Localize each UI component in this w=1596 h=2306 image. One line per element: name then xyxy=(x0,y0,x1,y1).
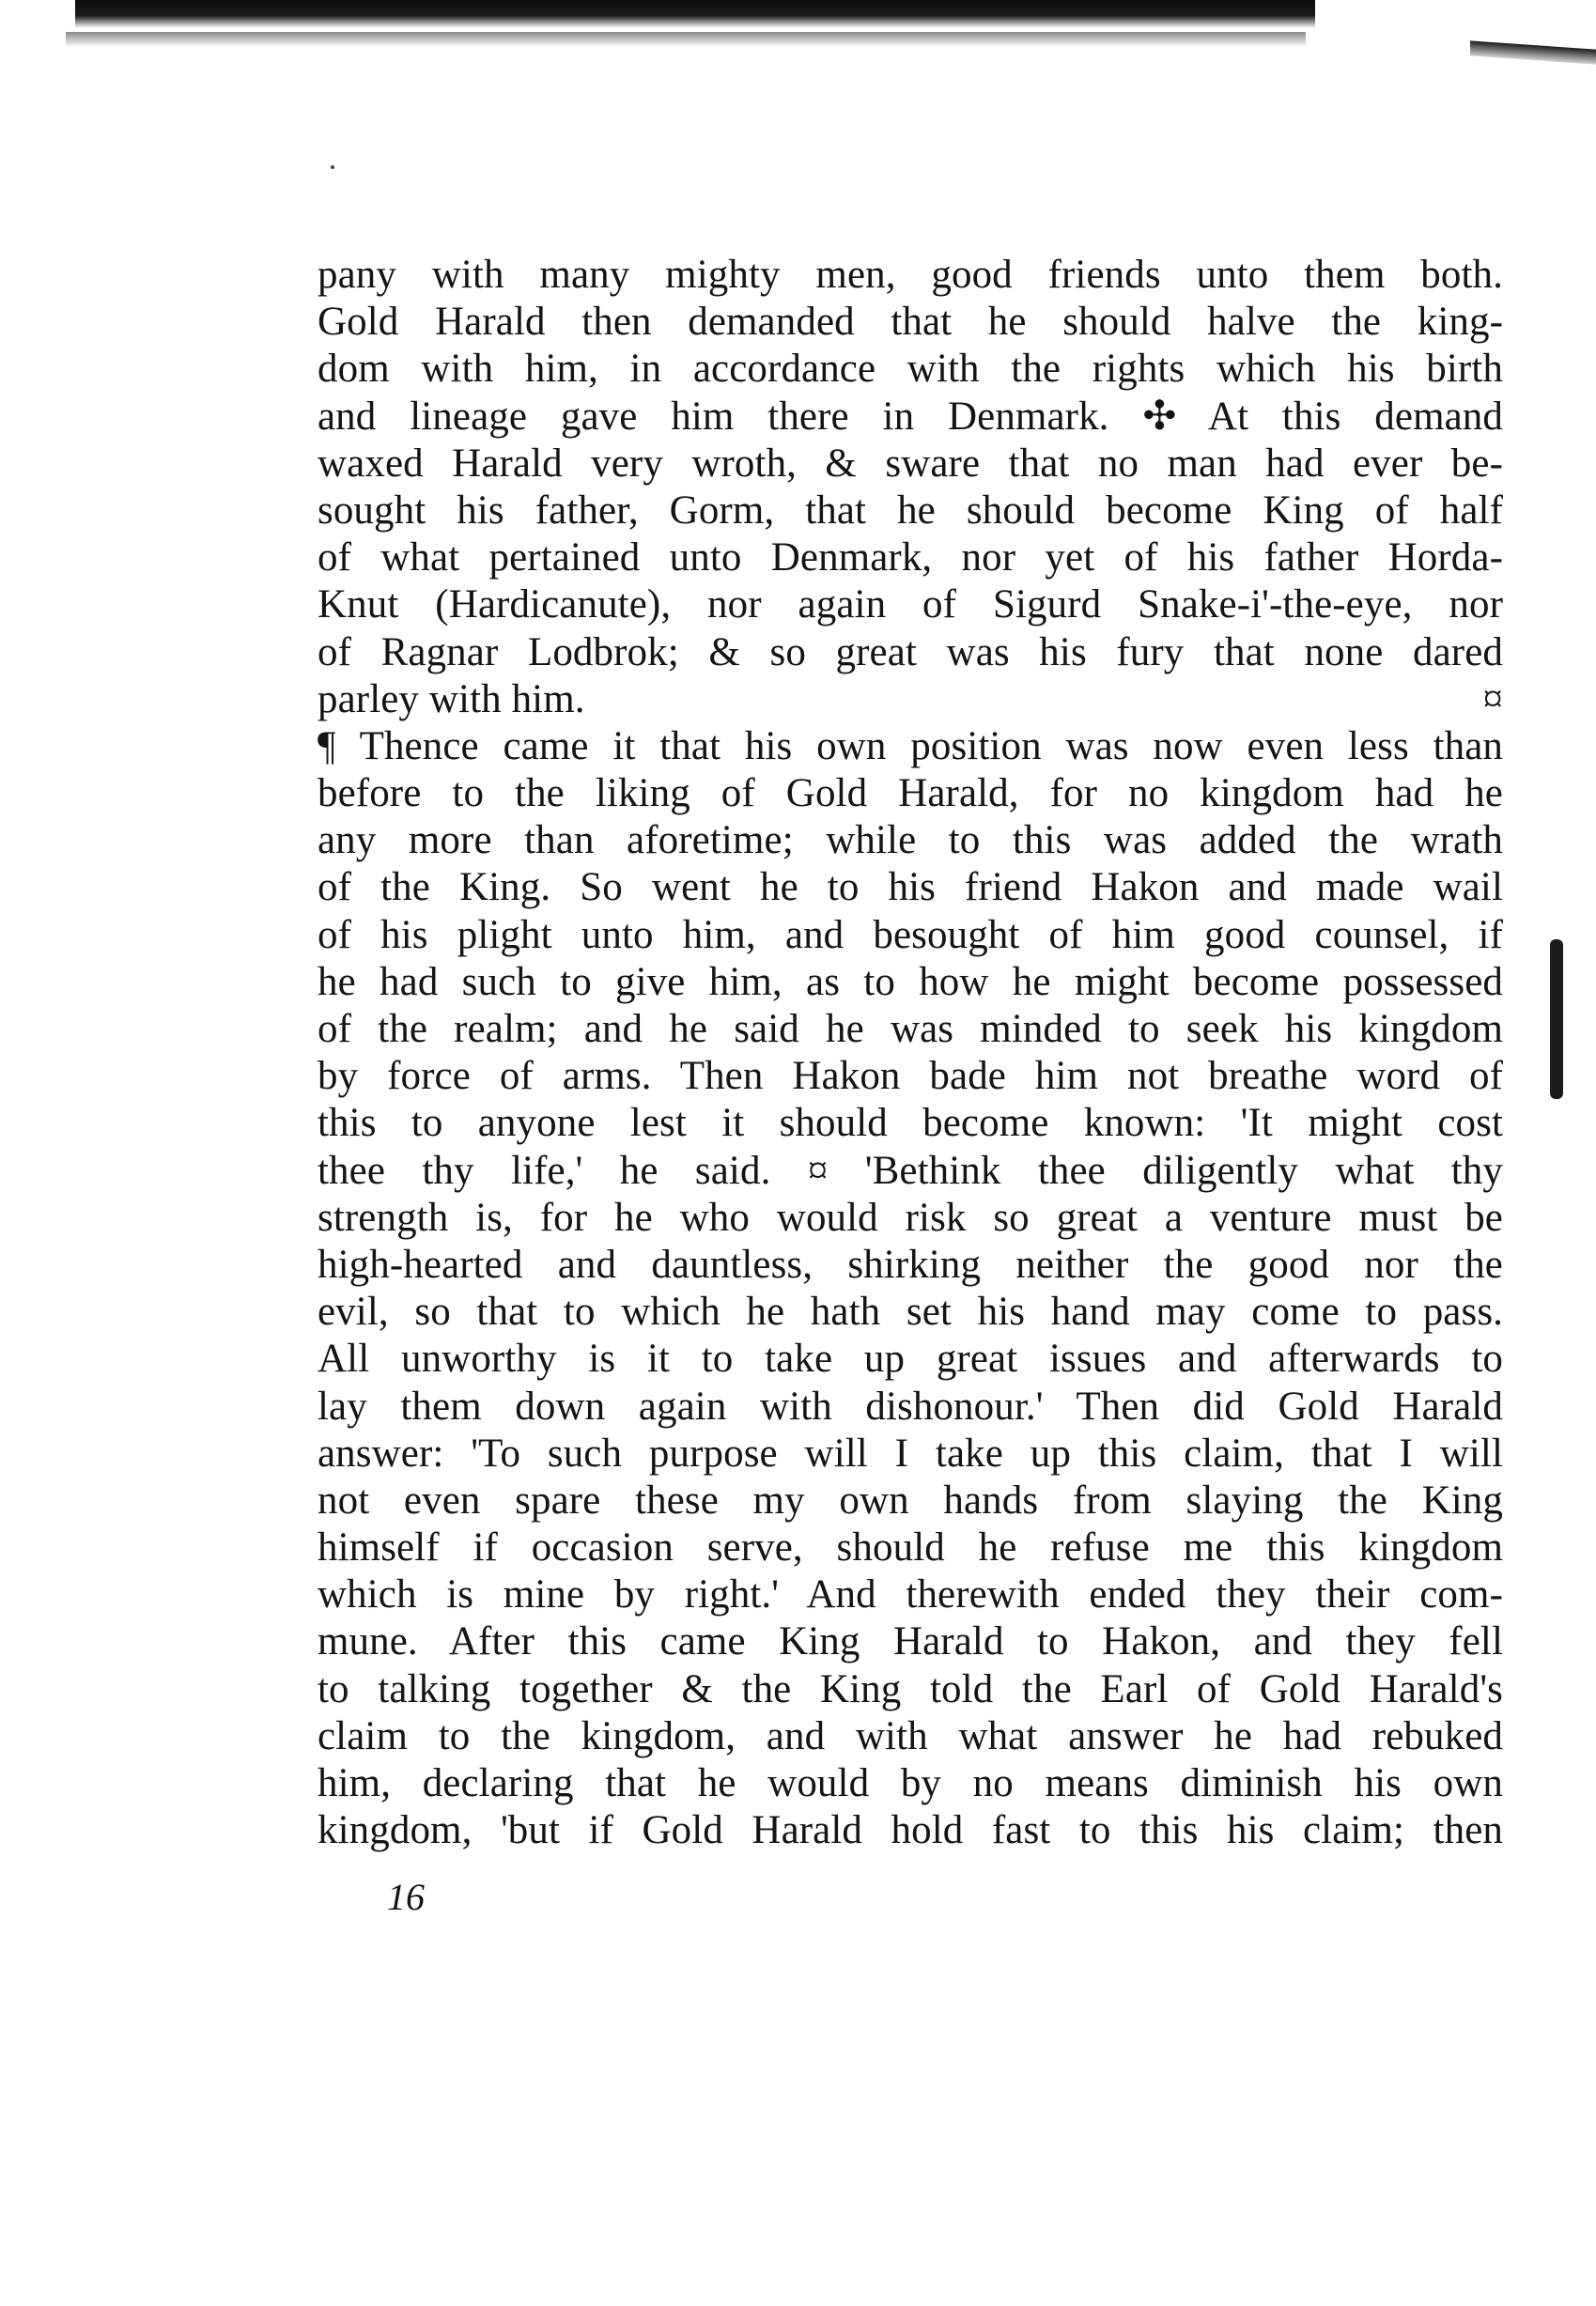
text-line: himself if occasion serve, should he refuse me this kingdom xyxy=(318,1525,1503,1571)
text-line: sought his father, Gorm, that he should become King of half xyxy=(318,488,1503,533)
text-line: mune. After this came King Harald to Hakon, and they fell xyxy=(318,1619,1503,1664)
scan-edge-top-artifact xyxy=(75,0,1315,28)
text-line: thee thy life,' he said. ¤ 'Bethink thee diligently what thy xyxy=(318,1148,1503,1193)
text-line: pany with many mighty men, good friends unto them both. xyxy=(318,253,1503,297)
text-line: ¶ Thence came it that his own position was now even less than xyxy=(318,723,1503,768)
text-line: Gold Harald then demanded that he should halve the king- xyxy=(318,300,1503,345)
text-line: he had such to give him, as to how he might become possessed xyxy=(318,959,1503,1004)
page-body-text xyxy=(318,252,1503,1854)
text-line: lay them down again with dishonour.' Then did Gold Harald xyxy=(318,1384,1503,1429)
text-line: him, declaring that he would by no means diminish his own xyxy=(318,1761,1503,1805)
text-line: any more than aforetime; while to this was added the wrath xyxy=(318,818,1503,863)
text-line: kingdom, 'but if Gold Harald hold fast to this his claim; then xyxy=(318,1808,1503,1853)
text-line: not even spare these my own hands from slaying the King xyxy=(318,1478,1503,1523)
text-line: this to anyone lest it should become known: 'It might cost xyxy=(318,1101,1503,1146)
text-line: before to the liking of Gold Harald, for no kingdom had he xyxy=(318,771,1503,816)
paragraph-end-line xyxy=(318,676,1503,723)
text-line: claim to the kingdom, and with what answer he had rebuked xyxy=(318,1713,1503,1758)
text-line: by force of arms. Then Hakon bade him not breathe word of xyxy=(318,1054,1503,1099)
text-line: answer: 'To such purpose will I take up this claim, that I will xyxy=(318,1431,1503,1476)
text-line: evil, so that to which he hath set his hand may come to pass. xyxy=(318,1290,1503,1335)
scan-edge-top-right-artifact xyxy=(1470,40,1596,64)
text-line: All unworthy is it to take up great issues and afterwards to xyxy=(318,1337,1503,1382)
text-line: dom with him, in accordance with the rights which his birth xyxy=(318,347,1503,392)
text-line: of the King. So went he to his friend Hakon and made wail xyxy=(318,865,1503,910)
scan-edge-right-artifact xyxy=(1550,939,1563,1099)
text-line: which is mine by right.' And therewith ended they their com- xyxy=(318,1572,1503,1617)
text-line: high-hearted and dauntless, shirking neither the good nor the xyxy=(318,1242,1503,1287)
text-line: Knut (Hardicanute), nor again of Sigurd Snake-i'-the-eye, nor xyxy=(318,582,1503,627)
paragraph-end-mark: ¤ xyxy=(1482,676,1503,721)
text-line: strength is, for he who would risk so great a venture must be xyxy=(318,1195,1503,1240)
scan-speck xyxy=(331,165,334,169)
text-line: of the realm; and he said he was minded to seek his kingdom xyxy=(318,1007,1503,1051)
text-line: parley with him. xyxy=(318,676,585,721)
text-line: of his plight unto him, and besought of him good counsel, if xyxy=(318,912,1503,957)
text-line: of what pertained unto Denmark, nor yet of his father Horda- xyxy=(318,535,1503,580)
text-line: and lineage gave him there in Denmark. ✣ At this demand xyxy=(318,394,1503,439)
text-line: to talking together & the King told the Earl of Gold Harald's xyxy=(318,1666,1503,1711)
text-line: waxed Harald very wroth, & sware that no man had ever be- xyxy=(318,441,1503,486)
scan-streak-artifact xyxy=(66,32,1306,47)
page-number: 16 xyxy=(387,1876,425,1918)
text-line: of Ragnar Lodbrok; & so great was his fury that none dared xyxy=(318,629,1503,674)
